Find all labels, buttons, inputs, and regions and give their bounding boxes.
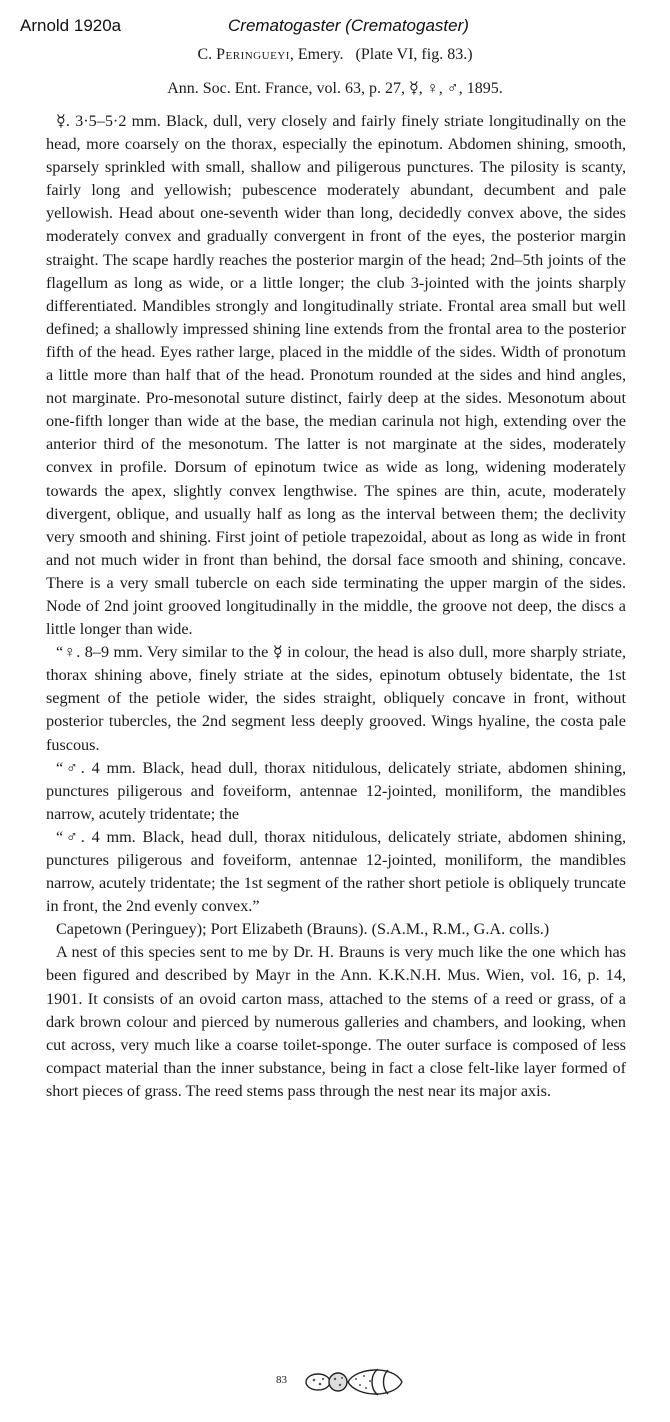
species-authority: , Emery. [289,46,344,63]
plate-reference: (Plate VI, fig. 83.) [355,46,473,63]
ant-petiole-illustration-icon [294,1361,414,1403]
original-citation: Ann. Soc. Ent. France, vol. 63, p. 27, ☿, ♀, ♂, 1895. [167,80,503,97]
female-description: “♀. 8–9 mm. Very similar to the ☿ in colour, the head is also dull, more sharply striate, thorax shining above, finely striate at the sides, epinotum obtusely bidentate, the 1st segment of the petiole wider, the sides straight, obliquely concave in front, without posterior tubercles, the 2nd segment less deeply grooved. Wings hyaline, the costa pale fuscous. [46,643,626,754]
male-description: “♂. 4 mm. Black, head dull, thorax nitidulous, delicately striate, abdomen shining, punctures piligerous and foveiform, antennae 12-jointed, moniliform, the mandibles narrow, acutely tridentate; the 1st segment of the rather short petiole is obliquely truncate in front, the 2nd evenly convex.” [46,827,626,916]
worker-description: ☿. 3·5–5·2 mm. Black, dull, very closely and fairly finely striate longitudinally on the head, more coarsely on the thorax, especially the epinotum. Abdomen shining, smooth, sparsely sprinkled with small, shallow and piligerous punctures. The pilosity is scanty, fairly long and yellowish; pubescence moderately abundant, decumbent and pale yellowish. Head about one-seventh wider than long, decidedly convex above, the sides moderately convex and gradually convergent in front of the eyes, the posterior margin straight. The scape hardly reaches the posterior margin of the head; 2nd–5th joints of the flagellum as long as wide, or a little longer; the club 3-jointed with the joints sharply differentiated. Mandibles strongly and longitudinally striate. Frontal area small but well defined; a shallowly impressed shining line extends from the frontal area to the posterior fifth of the head. Eyes rather large, placed in the middle of the sides. Width of pronotum a little more than half that of the head. Pronotum rounded at the sides and hind angles, not marginate. Pro-mesonotal suture distinct, fairly deep at the sides. Mesonotum about one-fifth longer than wide at the base, the median carinula not high, extending over the anterior third of the mesonotum. The latter is not marginate at the sides, moderately convex in profile. Dorsum of epinotum twice as wide as long, widening moderately towards the apex, slightly convex lengthwise. The spines are thin, acute, moderately divergent, oblique, and usually half as long as the interval between them; the declivity very smooth and shining. First joint of petiole trapezoidal, about as long as wide in front and not much wider in front than behind, the dorsal face smooth and shining, concave. There is a very small tubercle on each side terminating the upper margin of the sides. Node of 2nd joint grooved longitudinally in the middle, the groove not deep, the discs a little longer than wide. [46,112,626,639]
nest-description: A nest of this species sent to me by Dr. H. Brauns is very much like the one which has been figured and described by Mayr in the Ann. K.K.N.H. Mus. Wien, vol. 16, p. 14, 1901. It consists of an ovoid carton mass, attached to the stems of a reed or grass, of a dark brown colour and pierced by numerous galleries and chambers, and looking, when cut across, very much like a coarse toilet-sponge. The outer surface is composed of less compact material than the inner substance, being in fact a close felt-like layer formed of short pieces of grass. The reed stems pass through the nest near its major axis. [46,943,626,1100]
header-taxon: Crematogaster (Crematogaster) [228,16,469,35]
page-header [20,16,660,40]
figure-number: 83 [276,1374,287,1386]
species-epithet: Peringueyi [216,46,290,63]
localities: Capetown (Peringuey); Port Elizabeth (Brauns). (S.A.M., R.M., G.A. colls.) [56,920,550,939]
description-body [46,110,626,1103]
male-description-fragment: “♂. 4 mm. Black, head dull, thorax nitidulous, delicately striate, abdomen shining, punctures piligerous and foveiform, antennae 12-jointed, moniliform, the mandibles narrow, acutely tridentate; the [46,758,626,823]
figure-83 [276,1361,416,1403]
header-author-year: Arnold 1920a [20,16,122,35]
species-genus: C. [197,46,213,63]
species-title [0,46,670,64]
